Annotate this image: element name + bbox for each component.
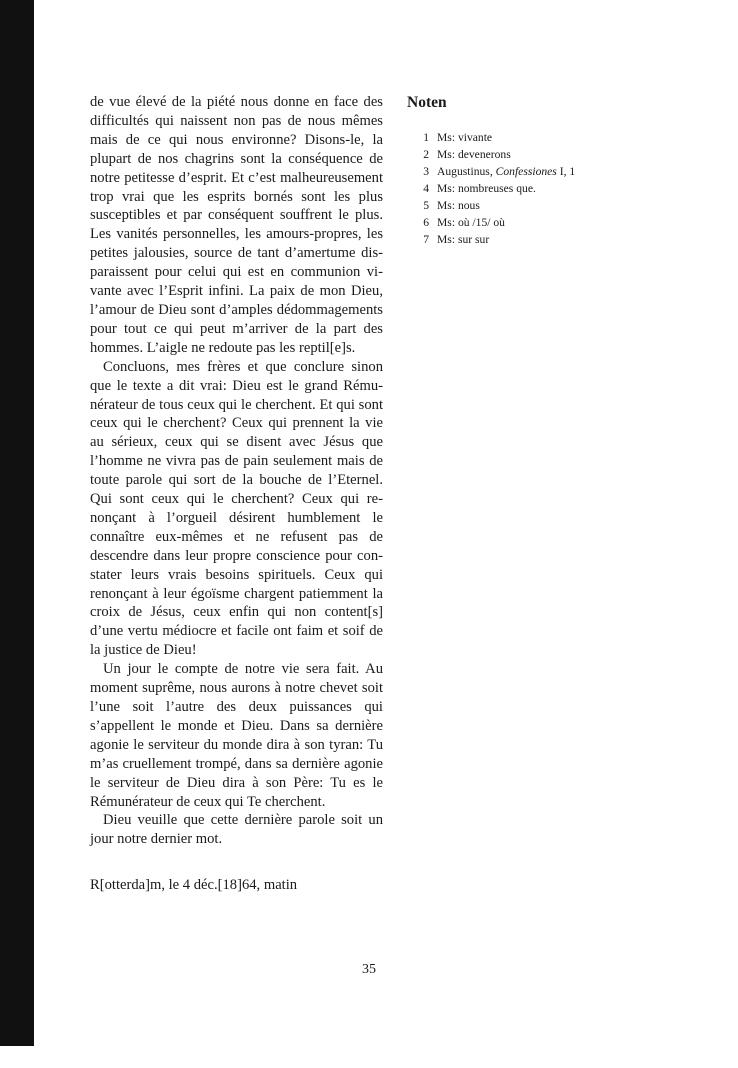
- note-text-italic: Confessiones: [495, 165, 557, 178]
- body-paragraph-4: Dieu veuille que cette dernière parole soit un jour notre dernier mot.: [90, 812, 383, 848]
- note-item: [407, 231, 707, 248]
- note-item: [407, 129, 707, 146]
- notes-section: [407, 93, 707, 248]
- note-number: 2: [423, 148, 429, 161]
- page-number: 35: [362, 962, 376, 977]
- body-paragraph-2: Concluons, mes frères et que conclure sinon que le texte a dit vrai: Dieu est le grand Rémunérateur de tous ceux qui le cherchent. Et qui sont ceux qui le cherchent? Ceux qui prennent la vie au sérieux, ceux qui se disent avec Jésus que l’homme ne vivra pas de pain seulement mais de toute parole qui sort de la bouche de l’Eternel. Qui sont ceux qui le cherchent? Ceux qui renonçant à l’orgueil désirent humblement le connaître eux-mêmes et ne refusent pas de descendre dans leur propre conscience pour constater leurs vrais besoins spirituels. Ceux qui renonçant à leur égoïsme chargent patiemment la croix de Jésus, ceux enfin qui non content[s] d’une vertu médiocre et facile ont faim et soif de la justice de Dieu!: [90, 358, 383, 659]
- note-number: 6: [423, 216, 429, 229]
- note-item: [407, 163, 707, 180]
- signature-line: R[otterda]m, le 4 déc.[18]64, matin: [90, 877, 298, 893]
- note-number: 3: [423, 165, 429, 178]
- note-item: [407, 180, 707, 197]
- note-number: 1: [423, 131, 429, 144]
- body-paragraph-3: Un jour le compte de notre vie sera fait. Au moment suprême, nous aurons à notre chevet soit l’une soit l’autre des deux puissances qui s’appellent le monde et Dieu. Dans sa dernière agonie le serviteur du monde dira à son tyran: Tu m’as cruellement trompé, dans sa dernière agonie le serviteur de Dieu dira à son Père: Tu es le Rémunérateur de ceux qui Te cherchent.: [90, 661, 383, 810]
- note-text: Ms: nombreuses que.: [437, 182, 536, 195]
- note-text: Ms: devenerons: [437, 148, 511, 161]
- main-text-column: [90, 93, 383, 849]
- note-number: 4: [423, 182, 429, 195]
- note-text: Ms: sur sur: [437, 233, 490, 246]
- note-item: [407, 197, 707, 214]
- note-item: [407, 146, 707, 163]
- note-item: [407, 214, 707, 231]
- note-text-after: I, 1: [556, 165, 576, 178]
- note-number: 5: [423, 199, 429, 212]
- note-number: 7: [423, 233, 429, 246]
- note-text: [437, 163, 575, 180]
- body-paragraph-1: de vue élevé de la piété nous donne en face des difficultés qui naissent non pas de nous mêmes mais de ce qui nous environne? Disons-le, la plupart de nos chagrins sont la conséquence de notre petitesse d’esprit. Et c’est malheureusement trop vrai que les esprits bornés sont les plus susceptibles et par conséquent souffrent le plus. Les vanités personnelles, les amours-propres, les petites jalousies, source de tant d’amertume disparaissent pour celui qui est en communion vivante avec l’Esprit infini. La paix de mon Dieu, l’amour de Dieu sont d’amples dédommagements pour tout ce qui peut m’arriver de la part des hommes. L’aigle ne redoute pas les reptil[e]s.: [90, 94, 383, 356]
- notes-list: [407, 129, 707, 248]
- note-text: Ms: vivante: [437, 131, 493, 144]
- scan-edge-bar: [0, 0, 34, 1046]
- note-text: Ms: où /15/ où: [437, 216, 505, 229]
- note-text-before: Augustinus,: [437, 165, 496, 178]
- notes-title: Noten: [407, 94, 447, 111]
- note-text: Ms: nous: [437, 199, 480, 212]
